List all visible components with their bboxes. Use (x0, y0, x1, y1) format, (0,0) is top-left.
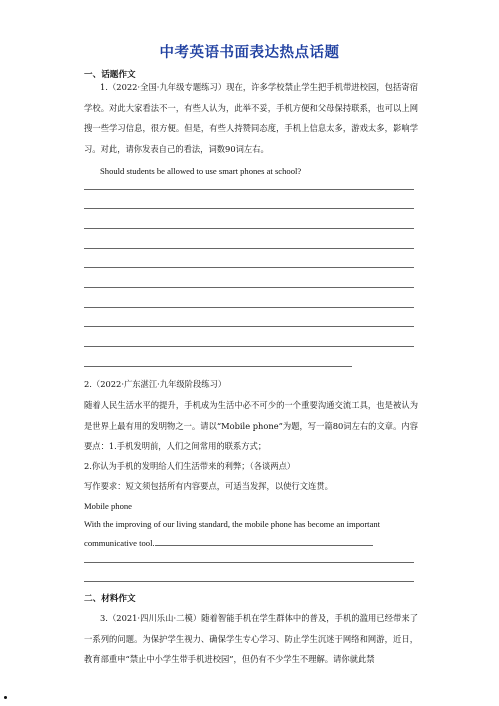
question-2-source: 2.（2022·广东湛江·九年级阶段练习） (84, 379, 227, 389)
answer-line (84, 562, 414, 563)
answer-line (84, 189, 414, 190)
question-2-point-2: 2.你认为手机的发明给人们生活带来的利弊；（各谈两点） (84, 461, 296, 471)
answer-line (84, 228, 414, 229)
answer-line (84, 326, 414, 327)
section-heading-material-essay: 二、材料作文 (84, 594, 136, 604)
page-title: 中考英语书面表达热点话题 (159, 44, 340, 61)
question-1-text: 1.（2022·全国·九年级专题练习）现在，许多学校禁止学生把手机带进校园，包括寄宿学校。对此大家看法不一，有些人认为，此举不妥，手机方便和父母保持联系，也可以上网搜一些学习信息，很方便。但是，有些人持赞同态度，手机上信息太多，游戏太多，影响学习。对此，请你发表自己的看法，词数90词左右。 (84, 82, 418, 154)
essay-title: Mobile phone (84, 501, 132, 511)
question-1-prompt: Should students be allowed to use smart phones at school? (100, 166, 302, 176)
answer-line (84, 581, 414, 582)
answer-line (84, 346, 414, 347)
answer-line (84, 366, 352, 367)
question-2-requirement: 写作要求：短文须包括所有内容要点，可适当发挥，以使行文连贯。 (84, 481, 333, 491)
bullet-dot (4, 696, 7, 699)
question-2-text: 随着人民生活水平的提升，手机成为生活中必不可少的一个重要沟通交流工具，也是被认为是世界上最有用的发明物之一。请以“Mobile phone”为题，写一篇80词左右的文章。内容要点：1.手机发明前，人们之间常用的联系方式； (84, 400, 418, 451)
section-heading-topic-essay: 一、话题作文 (84, 70, 136, 80)
fill-in-line (155, 535, 373, 546)
answer-line (84, 307, 414, 308)
essay-opening-line: With the improving of our living standard, the mobile phone has become an important (84, 519, 381, 529)
essay-opening-text: communicative tool. (84, 538, 155, 548)
question-3-text: 3.（2021·四川乐山·二模）随着智能手机在学生群体中的普及，手机的滥用已经带来了一系列的问题。为保护学生视力、确保学生专心学习、防止学生沉迷于网络和网游，近日，教育部重申“禁止中小学生带手机进校园”，但仍有不少学生不理解。请你就此禁 (84, 613, 418, 664)
essay-opening-continued (84, 533, 424, 554)
answer-line (84, 208, 414, 209)
answer-line (84, 248, 414, 249)
answer-line (84, 287, 414, 288)
answer-line (84, 267, 414, 268)
